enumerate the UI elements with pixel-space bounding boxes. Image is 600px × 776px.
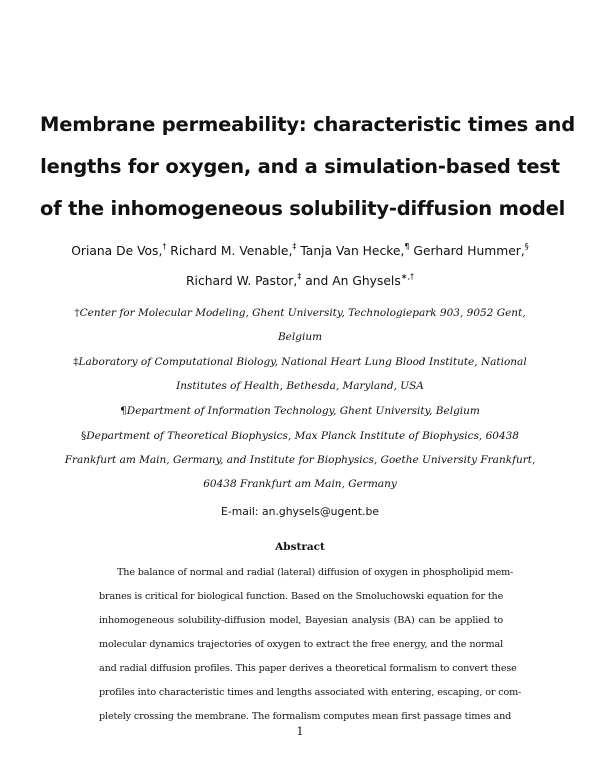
- affiliation-line: [60, 301, 540, 325]
- affiliation: [60, 350, 540, 398]
- abstract-line: molecular dynamics trajectories of oxygen to extract the free energy, and the normal: [99, 639, 503, 650]
- affiliation-list: [60, 301, 540, 497]
- affiliation: [60, 424, 540, 496]
- affiliation-line: Frankfurt am Main, Germany, and Institute for Biophysics, Goethe University Frankfurt,: [64, 454, 536, 466]
- abstract-line: pletely crossing the membrane. The formalism computes mean first passage times and: [99, 711, 512, 722]
- email-address[interactable]: an.ghysels@ugent.be: [261, 505, 379, 518]
- author-affiliation-mark: ¶: [404, 242, 410, 251]
- abstract-body: [99, 561, 522, 729]
- affiliation-line: 60438 Frankfurt am Main, Germany: [203, 478, 397, 490]
- affiliation: [60, 399, 540, 423]
- author-name: Oriana De Vos,: [71, 244, 163, 258]
- author-name: Tanja Van Hecke,: [300, 244, 405, 258]
- page-number: 1: [296, 725, 304, 738]
- author-line: [40, 266, 560, 296]
- corresponding-email: [40, 500, 560, 524]
- title-line: Membrane permeability: characteristic times and: [40, 113, 576, 136]
- abstract-line: and radial diffusion profiles. This paper derives a theoretical formalism to convert these: [99, 663, 517, 674]
- affiliation-line: [60, 350, 540, 374]
- paper-title: [40, 104, 576, 230]
- affiliation-mark: †: [74, 307, 80, 319]
- affiliation-text: Department of Information Technology, Ghent University, Belgium: [126, 405, 480, 417]
- abstract-heading: Abstract: [275, 541, 325, 553]
- author-conjunction: and: [305, 274, 333, 288]
- author-line: [40, 236, 560, 266]
- author-affiliation-mark: ∗,†: [400, 272, 415, 281]
- author-list: [40, 236, 560, 296]
- author-name: Gerhard Hummer,: [413, 244, 525, 258]
- title-line: of the inhomogeneous solubility-diffusion model: [40, 197, 566, 220]
- affiliation-mark: ¶: [120, 405, 127, 417]
- author-name: Richard M. Venable,: [170, 244, 293, 258]
- abstract-line: profiles into characteristic times and lengths associated with entering, escaping, or com-: [99, 687, 522, 698]
- author-name: An Ghysels: [332, 274, 401, 288]
- author-affiliation-mark: ‡: [297, 272, 302, 281]
- affiliation-text: Department of Theoretical Biophysics, Max Planck Institute of Biophysics, 60438: [86, 430, 519, 442]
- affiliation-line: [60, 399, 540, 423]
- affiliation-text: Laboratory of Computational Biology, National Heart Lung Blood Institute, National: [78, 356, 527, 368]
- title-line: lengths for oxygen, and a simulation-based test: [40, 155, 560, 178]
- author-affiliation-mark: †: [162, 242, 167, 251]
- affiliation-line: Institutes of Health, Bethesda, Maryland, USA: [176, 380, 424, 392]
- abstract-line: The balance of normal and radial (lateral) diffusion of oxygen in phospholipid mem-: [117, 567, 514, 578]
- affiliation-mark: §: [81, 430, 87, 442]
- author-affiliation-mark: ‡: [292, 242, 297, 251]
- affiliation: [60, 301, 540, 349]
- author-name: Richard W. Pastor,: [185, 274, 298, 288]
- abstract-line: branes is critical for biological function. Based on the Smoluchowski equation for the: [99, 591, 504, 602]
- affiliation-mark: ‡: [73, 356, 79, 368]
- email-label: E-mail:: [221, 505, 259, 518]
- affiliation-line: Belgium: [277, 331, 323, 343]
- affiliation-text: Center for Molecular Modeling, Ghent University, Technologiepark 903, 9052 Gent,: [79, 307, 526, 319]
- author-affiliation-mark: §: [524, 242, 529, 251]
- affiliation-line: [60, 424, 540, 448]
- abstract-line: inhomogeneous solubility-diffusion model, Bayesian analysis (BA) can be applied to: [99, 615, 503, 626]
